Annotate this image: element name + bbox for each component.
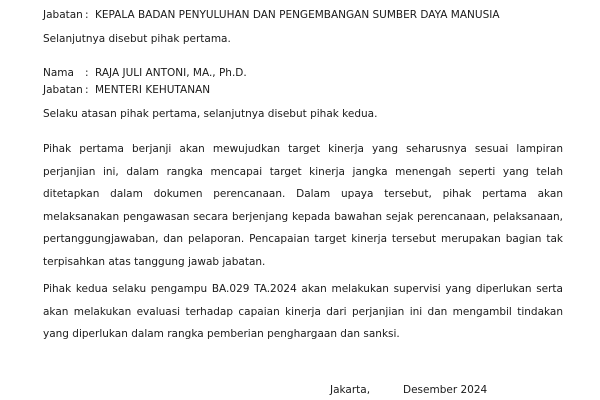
pihak-kedua-nama-row: [43, 67, 247, 80]
paragraph-supervisi: Pihak kedua selaku pengampu BA.029 TA.2024 akan melakukan supervisi yang diperlukan serta akan melakukan evaluasi terhadap capaian kinerja dari perjanjian ini dan mengambil tindakan yang diperlukan dalam rangka pemberian penghargaan dan sanksi.: [43, 283, 563, 340]
nama-value: RAJA JULI ANTONI, MA., Ph.D.: [95, 67, 247, 79]
pihak-kedua-jabatan-row: [43, 84, 210, 97]
signature-date: Desember 2024: [403, 384, 488, 396]
pihak-kedua-closing: Selaku atasan pihak pertama, selanjutnya disebut pihak kedua.: [43, 108, 378, 120]
jabatan-value: KEPALA BADAN PENYULUHAN DAN PENGEMBANGAN SUMBER DAYA MANUSIA: [95, 9, 500, 21]
jabatan-label: Jabatan: [43, 84, 83, 96]
jabatan-separator: :: [85, 84, 89, 96]
nama-label: Nama: [43, 67, 74, 79]
paragraph-komitmen: Pihak pertama berjanji akan mewujudkan target kinerja yang seharusnya sesuai lampiran perjanjian ini, dalam rangka mencapai target kinerja jangka menengah seperti yang telah ditetapkan dalam dokumen perencanaan. Dalam upaya tersebut, pihak pertama akan melaksanakan pengawasan secara berjenjang kepada bawahan sejak perencanaan, pelaksanaan, pertanggungjawaban, dan pelaporan. Pencapaian target kinerja tersebut merupakan bagian tak terpisahkan atas tanggung jawab jabatan.: [43, 143, 563, 268]
jabatan-label: Jabatan: [43, 9, 83, 21]
jabatan-value: MENTERI KEHUTANAN: [95, 84, 211, 96]
pihak-pertama-jabatan-row: [43, 9, 500, 22]
nama-separator: :: [85, 67, 89, 79]
signature-place: Jakarta,: [330, 384, 371, 396]
pihak-pertama-closing: Selanjutnya disebut pihak pertama.: [43, 33, 231, 45]
jabatan-separator: :: [85, 9, 89, 21]
